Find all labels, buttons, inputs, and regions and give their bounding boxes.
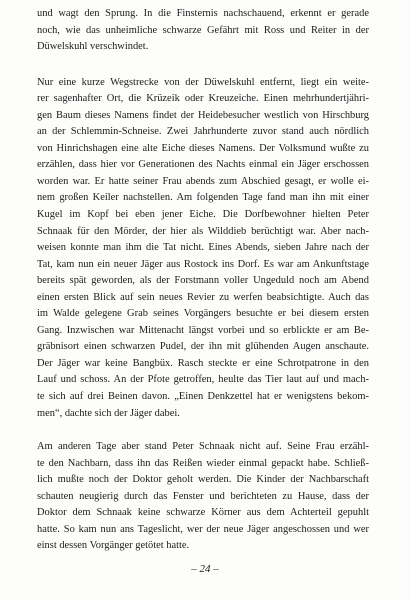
paragraph-gap (37, 56, 369, 75)
paragraph-1 (37, 6, 369, 56)
text-line: Gang. Inzwischen war Mittenacht längst vorbei und so erblickte er am Be- (37, 324, 369, 336)
paragraph-2 (37, 75, 369, 422)
text-line: Am anderen Tage aber stand Peter Schnaak nicht auf. Seine Frau erzähl- (37, 441, 369, 453)
paragraph-gap (37, 422, 369, 439)
text-line: men“, dachte sich der Jäger dabei. (37, 407, 180, 419)
text-line: an der Schlemmin-Schneise. Zwei Jahrhunderte zuvor stand auch nördlich (37, 126, 369, 138)
text-line: von Hinrichshagen eine alte Eiche dieses Namens. Der Volksmund wußte zu (37, 142, 369, 154)
text-line: bereits spät geworden, als der Forstmann voller Ungeduld noch am Abend (37, 275, 369, 287)
text-line: Doktor dem Schnaak keine schwarze Körner aus dem Achterteil gepuhlt (37, 507, 369, 519)
text-line: noch, wie das unheimliche schwarze Gefährt mit Ross und Reiter in der (37, 24, 369, 36)
text-line: hatte. So kam nun ans Tageslicht, wer der neue Jäger angeschossen und wer (37, 523, 369, 535)
text-line: einen ersten Blick auf sein neues Revier zu werfen beabsichtigte. Auch das (37, 291, 369, 303)
text-line: nem großen Keiler nachstellen. Am folgenden Tage fand man ihn mit einer (37, 192, 369, 204)
text-line: Der Jäger war keine Bangbüx. Rasch steckte er eine Schrotpatrone in den (37, 357, 369, 369)
text-line: Kugel im Kopf bei eben jener Eiche. Die Dorfbewohner hielten Peter (37, 209, 369, 221)
text-line: schauten neugierig durch das Fenster und berichteten zu Hause, dass der (37, 490, 369, 502)
text-line: lich mußte noch der Doktor geholt werden. Die Kinder der Nachbarschaft (37, 474, 369, 486)
text-line: te den Nachbarn, dass ihn das Reißen wieder einmal gepackt habe. Schließ- (37, 457, 369, 469)
text-line: worden war. Er hatte seiner Frau abends zum Abschied gesagt, er wolle ei- (37, 175, 369, 187)
text-line: im Walde gelegene Grab seines Vorgängers besuchte er bei diesem ersten (37, 308, 369, 320)
paragraph-3 (37, 439, 369, 555)
text-line: einst dessen Vorgänger getötet hatte. (37, 540, 190, 552)
text-line: Tat, kam nun ein neuer Jäger aus Rostock ins Dorf. Es war am Ankunftstage (37, 258, 369, 270)
text-line: te sich auf drei Beinen davon. „Einen Denkzettel hat er wenigstens bekom- (37, 391, 369, 403)
text-line: gen Baum dieses Namens findet der Heidebesucher westlich von Hirschburg (37, 109, 369, 121)
page-number: – 24 – (191, 563, 219, 575)
text-line: Schnaak für den Mörder, der hier als Wilddieb berüchtigt war. Aber nach- (37, 225, 369, 237)
text-line: Nur eine kurze Wegstrecke von der Düwelskuhl entfernt, liegt ein weite- (37, 76, 369, 88)
text-line: weisen konnte man ihm die Tat nicht. Eines Abends, sieben Jahre nach der (37, 242, 369, 254)
page-body (37, 6, 369, 555)
text-line: und wagt den Sprung. In die Finsternis nachschauend, erkennt er gerade (37, 8, 369, 19)
text-line: Düwelskuhl verschwindet. (37, 41, 149, 53)
text-line: rer sagenhafter Ort, die Krüzeik oder Kreuzeiche. Einen mehrhundertjähri- (37, 93, 369, 105)
text-line: erzählen, dass hier vor Generationen des Nachts einmal ein Jäger erschossen (37, 159, 369, 171)
text-line: Lauf und schoss. An der Pfote getroffen, heulte das Tier laut auf und mach- (37, 374, 369, 386)
text-line: gräbnisort einen schwarzen Pudel, der ihn mit glühenden Augen anschaute. (37, 341, 369, 353)
